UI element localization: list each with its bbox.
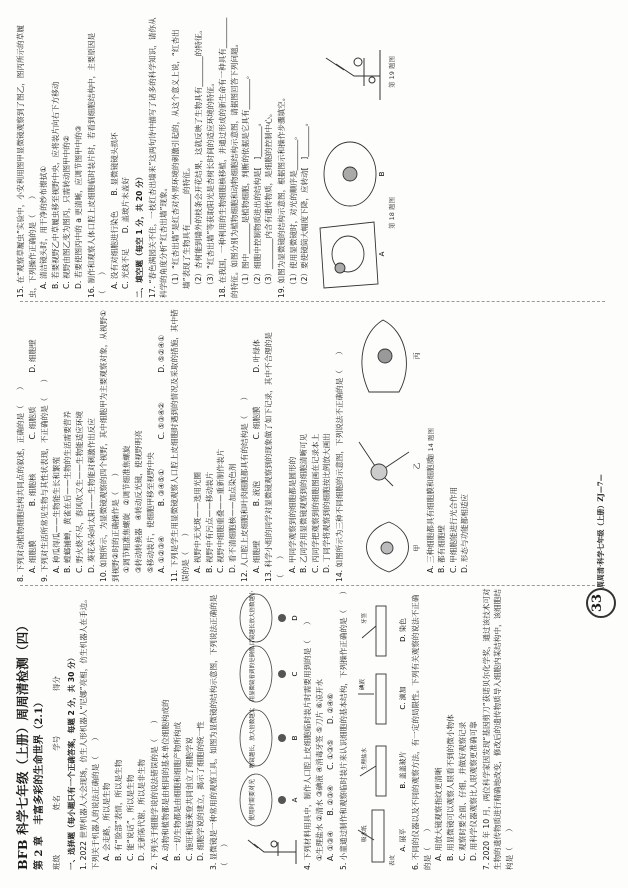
answer-option: C. 能“说话”，所以是生物: [125, 774, 135, 861]
answer-option: A. 用放大镜观察指纹更清晰: [434, 767, 444, 861]
column-divider: [20, 301, 605, 302]
answer-option: C. 细胞膜: [251, 406, 261, 440]
answer-option: A. ①③④ B. ②③④ C. ①③⑤ D. ②④⑥: [326, 693, 336, 861]
option-label: A: [290, 797, 299, 803]
answer-option: D. 无新陈代谢，所以是非生物: [137, 759, 147, 861]
answer-option: B. 液泡: [251, 481, 261, 507]
chapter-heading: [32, 588, 48, 870]
section-heading: 二、填空题（每空 1 分，共 20 分）: [134, 172, 144, 298]
answer-option: D. 细胞学说的建立，揭示了细胞的统一性: [196, 721, 206, 861]
option-label: B: [290, 735, 299, 741]
figure-q19: [314, 24, 397, 120]
answer-option: A. 没有对细胞进行染色 B. 显微镜镜头损坏: [109, 132, 119, 289]
plant-animal-cell-figure: [314, 128, 384, 298]
answer-option: B. 用显微镜可以观察人眼看不到的微小物体: [446, 714, 456, 861]
answer-option: ⑤移动装片，使细胞甲移至视野中央: [145, 452, 155, 573]
answer-option: ③转动转换器 ④转动反光镜，使视野明亮: [133, 430, 143, 573]
answer-option: D. 叶绿体: [251, 339, 261, 373]
figure-caption: 生理盐水: [362, 747, 369, 770]
answer-option: B. 都有细胞壁: [437, 524, 447, 573]
answer-option: B. 一切生物都是由细胞和细胞产物所构成: [172, 721, 182, 861]
answer-option: A. ①②③④: [157, 535, 167, 573]
three-cells-figure: [349, 306, 423, 582]
info-field: 姓名: [52, 795, 61, 811]
answer-option: D. ⑤②④①: [157, 334, 167, 373]
answer-option: C. 野火烧不尽，春风吹又生——生物能适应环境: [74, 410, 84, 573]
cell-label: 甲: [412, 544, 421, 552]
figure-row: [311, 16, 397, 298]
answer-option: C. 观察时要全面、仔细，并做好观察记录: [457, 721, 467, 861]
chapter-title: 丰富多彩的生命世界（2.1）: [34, 697, 45, 825]
answer-option: B. ③④⑤①: [157, 468, 167, 507]
answer-option: （1）“红杏出墙”是红杏对外界环境的刺激引起的，从这个意义上说，“红杏出墙”表现了生物具有________的特征。: [170, 29, 192, 289]
answer-option: B. 视野中有污点——移动装片: [204, 471, 214, 573]
student-figures: [278, 614, 286, 804]
answer-option: D. 形态与功能都相适应: [460, 493, 470, 573]
figure-q3: [234, 588, 300, 870]
question-stem: 2. 下列关于细胞学说的说法错误的是（ ）: [149, 716, 159, 870]
answer-option: （1）图中________是植物细胞，判断的依据是它具有________。: [241, 71, 251, 289]
section-heading: 一、选择题（每小题只有一个正确答案，每题 2 分，共 30 分）: [66, 653, 76, 870]
figure-caption: 表皮: [390, 854, 397, 866]
page-footer: 周周清·科学七年级（上册）ZJ—7—: [596, 474, 605, 588]
question-stem: 6. 不同的仪器以及不同的观察方法，有一定的局限性。下列有关观察的说法不正确的是（ ）: [411, 594, 432, 870]
figure-caption: 吸水纸: [362, 825, 369, 842]
question-stem: 13. 科学小组的同学对显微镜观察到的现象做了如下记录，其中不合理的是（ ）: [264, 332, 286, 582]
column-left: [14, 588, 614, 870]
figure-q18: [314, 128, 397, 298]
publisher-logo-text: 33: [590, 593, 605, 612]
question-list: [410, 588, 515, 870]
option-label: B. 盖盖玻片: [399, 751, 408, 789]
slide-steps-figure: [352, 590, 408, 870]
question-stem: 4. 下列材料用具中，制作人口腔上皮细胞临时装片时需要用到的是（ ）: [302, 617, 312, 870]
answer-option: B. 若要视野乙中草履虫移至视野中央，应将装片向右下方移动: [50, 81, 60, 289]
question-list: [302, 588, 349, 870]
answer-option: （2）要使镜筒大幅度下降，应转动[ ]________。: [300, 118, 310, 289]
microscope-figure: [314, 24, 384, 120]
microscope-bubbles-figure: [234, 590, 300, 870]
option-label: D: [290, 615, 299, 621]
answer-option: A. 动物和植物都是由相同的基本单位细胞构成的: [161, 699, 171, 861]
answer-option: D. 丁同学将观察到的细胞按比例放大画出: [322, 433, 332, 573]
answer-option: D. 看不清细胞核——加点染色剂: [227, 463, 237, 573]
column-middle: [14, 306, 614, 582]
info-field: 学号: [52, 735, 61, 751]
figure-caption: 碘液: [360, 678, 367, 690]
answer-option: D. 细胞壁: [27, 339, 37, 373]
answer-option: ①生理盐水 ②清水 ③碘液 ④消毒牙签 ⑤刀片 ⑥凉开水: [314, 678, 324, 861]
answer-option: A. 甲同学观察到的细胞都是圆形的: [287, 456, 297, 573]
answer-option: （2）杏树能到墙外的枝条会开花结果，这就反映了生物具有________的特征。: [193, 25, 203, 289]
question-stem: 8. 下列对动植物细胞结构共同点的叙述，正确的是（ ）: [16, 382, 25, 582]
answer-option: A. 清洁镜头时，用干净的纱布擦拭①: [39, 165, 49, 289]
bubble-text: 目镜越长放大倍数越小: [249, 590, 256, 646]
answer-option: B. 有“脸部”表情，所以是生物: [113, 759, 123, 861]
question-stem: 10. 如图所示，为显微镜观察的四个视野，其中细胞甲为主要观察对象，从视野①到视野②时的正确操作是（ ）: [99, 310, 120, 582]
options-row: [251, 306, 263, 582]
answer-option: A. 种瓜得瓜——生物能生长和繁殖: [51, 456, 61, 573]
question-stem: 5. 小童通过制作和观察临时装片来认识细胞的基本结构，下列操作正确的是（ ）: [338, 586, 348, 870]
microscope-icon: [326, 50, 380, 100]
answer-option: C. 细胞质: [27, 406, 37, 440]
question-stem: 12. 人口腔上皮细胞和叶肉细胞都具有的结构是（ ）: [240, 392, 250, 582]
question-stem: 11. 下列是学生用显微镜观察人口腔上皮细胞时遇到的情况及采取的措施，其中错误的是（ ）: [169, 309, 191, 582]
answer-option: A. 三种细胞都具有细胞膜和细胞质: [425, 456, 435, 573]
answer-option: C. 丙同学把观察到的细胞图画在记录本上: [310, 433, 320, 573]
answer-option: C. ⑤③④②: [157, 402, 167, 440]
question-stem: 18. 在我国，一种利用的生物细胞核移植，并通过形成的新生命有一种具有________的特征。如图分别为植物细胞和动物细胞结构示意图，请据图回答下列问题。: [218, 17, 239, 298]
page-title: BFB 科学七年级（上册）周周清检测（四）: [15, 618, 30, 870]
figure-caption: 牙签: [362, 612, 369, 624]
answer-option: C. 光线不足 D. 盖玻片未盖好: [121, 177, 131, 289]
question-list: [15, 306, 346, 582]
question-list: [15, 16, 311, 298]
chapter-number: 第 2 章: [34, 836, 45, 870]
option-label: C. 滴加: [399, 686, 408, 710]
cell-label: 丙: [412, 352, 421, 360]
question-stem: 15. 在“观察草履虫”实验中，小安利用图甲显微镜观察到了图乙，图丙所示的草履虫，下列操作正确的是（ ）: [16, 25, 37, 298]
question-stem: 9. 下列对生活所常见生物与其性状表现，不正确的是（ ）: [40, 374, 50, 582]
info-field: 得分: [52, 675, 61, 692]
answer-option: A. 细胞膜: [27, 540, 37, 573]
option-label: A. 展平: [399, 828, 408, 852]
bubble-text: 物镜越长，放大倍数越大: [249, 707, 256, 769]
answer-option: C. 施旺和施莱登共同创立了细胞学说: [184, 736, 194, 861]
microscope-icon: [248, 840, 296, 864]
answer-option: C. 甲细胞能进行光合作用: [448, 486, 458, 573]
cell-label: 乙: [412, 462, 421, 470]
answer-option: （3）________内含有遗传物质，是细胞的控制中心。: [264, 109, 274, 289]
bubble-text: 使用时需要对光: [248, 778, 256, 822]
student-info-row: [51, 588, 63, 870]
question-stem: 19. 如图为显微镜的结构示意图，根据图示和操作步骤填空。: [277, 93, 287, 298]
question-stem: 3. 显微镜是一种常用的观察工具。如图为显微镜的结构示意图，下列说法正确的是（ ）: [208, 594, 230, 870]
answer-option: ①调节粗准焦螺旋 ②调节细准焦螺旋: [122, 445, 132, 573]
figure-q5: [352, 588, 408, 870]
figure-caption: 第 19 题图: [388, 56, 397, 88]
question-list: [78, 588, 231, 870]
answer-option: （1）使用显微镜时，对光的顺序是________。: [288, 132, 298, 289]
figure-caption: 第 14 题图: [427, 428, 436, 460]
column-right: [14, 16, 614, 298]
answer-option: C. 视野由图乙变为图丙，只需转动图甲中的②: [62, 135, 72, 289]
question-stem: 7. 2020 年 10 月，两位科学家因发现“基因剪刀”获诺贝尔化学奖，通过该技术可对生物的遗传物质进行精确地改变，修改后的遗传物质导入细胞内某结构中，该细胞结构是（ ）: [481, 588, 515, 870]
answer-option: D. 用科学仪器观察比人眼观察更准确可靠: [469, 721, 479, 861]
option-label: D. 染色: [399, 618, 408, 642]
bubble-text: 用显微镜看到的是倒像: [249, 646, 256, 702]
answer-option: D. 葵花朵朵向太阳——生物能对刺激作出反应: [86, 418, 96, 573]
answer-option: B. 细胞核: [27, 473, 37, 507]
answer-option: A. 会走路，所以是生物: [102, 782, 112, 861]
cell-label: B: [377, 171, 386, 177]
answer-option: A. 细胞壁: [251, 540, 261, 573]
options-row: [27, 306, 39, 582]
question-stem: 14. 如图所示为三种不同细胞的示意图，下列说法不正确的是（ ）: [335, 347, 345, 582]
question-stem: 1. 2022 世界机器人大会现场，仿生人形机器人“尼娜”亮相，仿生机器人在手边。下列关于机器人的说法正确的是（ ）: [79, 595, 100, 870]
answer-option: （2）细胞中控制物质进出的结构是[ ]________。: [252, 118, 262, 289]
option-label: C: [290, 671, 299, 677]
answer-option: A. 视野中无光斑——选用光圈: [192, 471, 202, 573]
answer-option: B. 螳螂捕蝉，黄雀在后——生物的生活需要营养: [63, 411, 73, 573]
answer-option: B. 乙同学用显微镜观察到的细胞清晰可见: [299, 433, 309, 573]
question-stem: 17. “春色满园关不住，一枝红杏出墙来”这两句诗中描写了诸多的科学知识，请你从科学的角度分析“红杏出墙”现象。: [147, 17, 169, 298]
answer-option: （3）“红杏出墙”等获取阳光是杏树长时间的适应环境的特征。: [205, 78, 215, 289]
answer-option: D. 若要使图丙中的 a 更清晰，应调节图甲中的③: [73, 125, 83, 289]
options-row: [156, 306, 168, 582]
cell-label: A: [377, 251, 386, 257]
figure-caption: 第 18 题图: [388, 197, 397, 229]
question-stem: 16. 制作和观察人体口腔上皮细胞临时装片时，若看到细胞结构中，主要原因是（ ）: [86, 32, 108, 298]
info-field: 班级: [52, 854, 61, 870]
answer-option: C. 视野中细胞重叠——重新制作装片: [216, 448, 226, 573]
column-divider: [20, 585, 605, 586]
